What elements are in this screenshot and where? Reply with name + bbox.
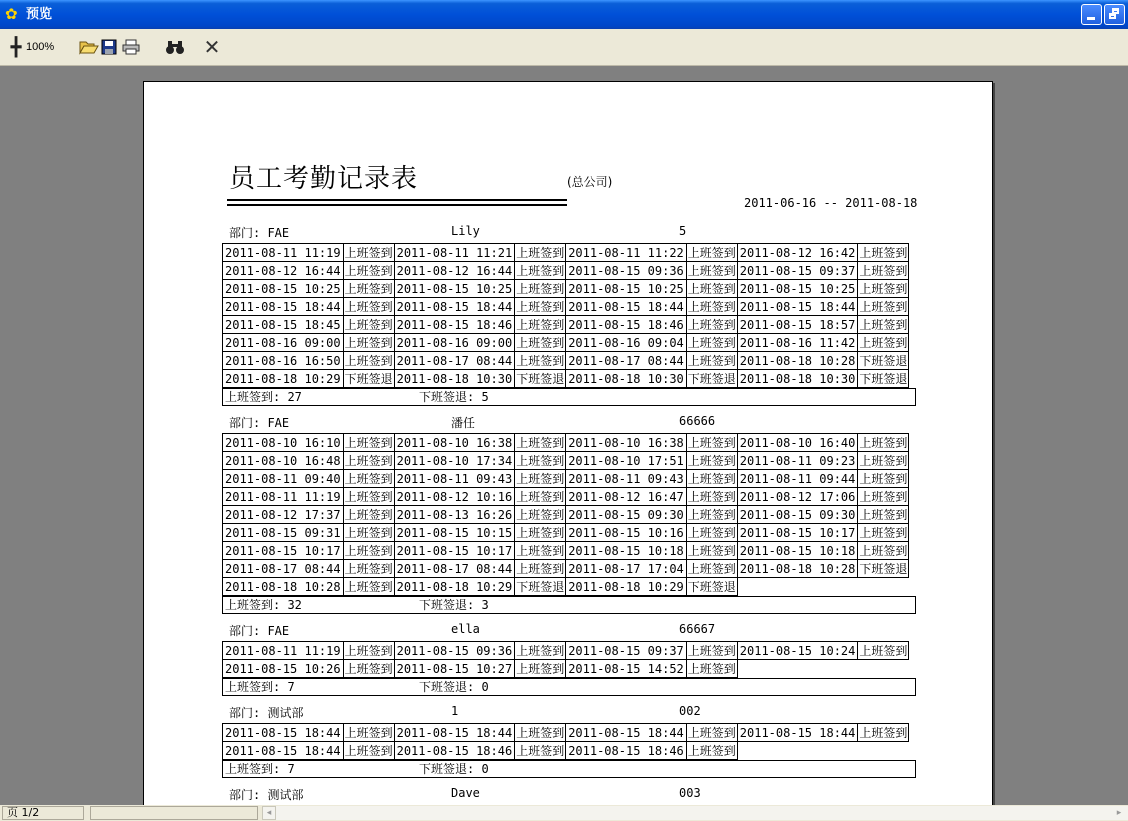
date-range: 2011-06-16 -- 2011-08-18 <box>744 196 918 210</box>
record-type: 上班签到 <box>687 281 736 296</box>
record-time: 2011-08-18 10:29 <box>223 370 344 388</box>
record-type: 上班签到 <box>516 543 565 558</box>
record-time: 2011-08-12 17:37 <box>223 506 344 524</box>
record-type: 上班签到 <box>516 281 565 296</box>
summary-checkout-count: 下班签退: 0 <box>419 762 489 776</box>
record-time: 2011-08-15 09:31 <box>223 524 344 542</box>
record-time: 2011-08-15 18:46 <box>566 316 687 334</box>
record-time: 2011-08-10 16:40 <box>737 434 858 452</box>
record-type: 上班签到 <box>344 281 393 296</box>
record-type: 上班签到 <box>516 299 565 314</box>
printer-icon[interactable] <box>121 37 141 57</box>
dept-label: 部门: 测试部 <box>229 706 304 720</box>
dept-label: 部门: 测试部 <box>229 788 304 802</box>
record-time: 2011-08-11 11:19 <box>223 244 344 262</box>
record-time: 2011-08-18 10:30 <box>394 370 515 388</box>
record-time: 2011-08-18 10:28 <box>223 578 344 596</box>
employee-name: Lily <box>451 224 480 238</box>
record-type: 上班签到 <box>344 579 393 594</box>
record-type: 上班签到 <box>687 263 736 278</box>
record-type: 上班签到 <box>516 435 565 450</box>
status-cell <box>90 806 258 820</box>
record-time: 2011-08-12 10:16 <box>394 488 515 506</box>
record-time: 2011-08-10 16:48 <box>223 452 344 470</box>
record-time: 2011-08-11 11:19 <box>223 642 344 660</box>
record-time: 2011-08-17 08:44 <box>394 352 515 370</box>
attendance-table <box>222 641 909 678</box>
dept-label: 部门: FAE <box>229 624 290 638</box>
record-time: 2011-08-15 09:37 <box>737 262 858 280</box>
table-row <box>223 524 909 542</box>
record-time: 2011-08-12 16:47 <box>566 488 687 506</box>
record-time: 2011-08-15 10:25 <box>223 280 344 298</box>
record-time: 2011-08-15 18:44 <box>223 724 344 742</box>
record-type: 上班签到 <box>859 263 908 278</box>
record-time: 2011-08-10 16:38 <box>566 434 687 452</box>
binoculars-icon[interactable] <box>165 37 185 57</box>
table-row <box>223 298 909 316</box>
table-row <box>223 724 909 742</box>
record-time: 2011-08-11 09:43 <box>566 470 687 488</box>
record-type: 上班签到 <box>859 643 908 658</box>
record-type <box>858 660 909 678</box>
record-time: 2011-08-10 16:10 <box>223 434 344 452</box>
summary-checkin-count: 上班签到: 7 <box>225 680 295 694</box>
employee-name: ella <box>451 622 480 636</box>
table-row <box>223 262 909 280</box>
page-indicator: 页 1/2 <box>2 806 84 820</box>
record-time: 2011-08-13 16:26 <box>394 506 515 524</box>
record-type: 上班签到 <box>516 453 565 468</box>
record-time: 2011-08-15 10:17 <box>223 542 344 560</box>
title-underline <box>227 199 567 206</box>
table-row <box>223 560 909 578</box>
employee-name: 潘任 <box>451 416 476 430</box>
scroll-right-icon[interactable]: ▸ <box>1116 808 1122 818</box>
app-icon: ✿ <box>5 5 18 23</box>
record-type: 上班签到 <box>687 435 736 450</box>
save-disk-icon[interactable] <box>101 37 117 57</box>
record-type: 上班签到 <box>516 245 565 260</box>
record-time: 2011-08-15 14:52 <box>566 660 687 678</box>
record-time: 2011-08-18 10:30 <box>737 370 858 388</box>
record-time: 2011-08-15 10:17 <box>394 542 515 560</box>
record-time: 2011-08-18 10:29 <box>566 578 687 596</box>
table-row <box>223 742 909 760</box>
record-type: 上班签到 <box>516 507 565 522</box>
record-type <box>858 578 909 596</box>
record-time: 2011-08-15 18:46 <box>394 316 515 334</box>
record-type: 下班签退 <box>344 371 393 386</box>
record-time: 2011-08-15 10:16 <box>566 524 687 542</box>
summary-checkout-count: 下班签退: 5 <box>419 390 489 404</box>
table-row <box>223 452 909 470</box>
record-time: 2011-08-12 16:44 <box>394 262 515 280</box>
record-time: 2011-08-17 17:04 <box>566 560 687 578</box>
record-time: 2011-08-11 11:19 <box>223 488 344 506</box>
record-type: 上班签到 <box>516 317 565 332</box>
record-time <box>737 578 858 596</box>
record-type: 上班签到 <box>687 489 736 504</box>
record-type: 上班签到 <box>516 489 565 504</box>
record-time: 2011-08-12 16:44 <box>223 262 344 280</box>
window-title-bar[interactable] <box>0 0 1128 29</box>
record-type: 上班签到 <box>344 489 393 504</box>
record-type: 上班签到 <box>344 661 393 676</box>
record-type: 上班签到 <box>687 353 736 368</box>
record-type: 上班签到 <box>344 299 393 314</box>
record-time: 2011-08-15 10:24 <box>737 642 858 660</box>
record-time: 2011-08-18 10:30 <box>566 370 687 388</box>
section-summary <box>222 388 916 406</box>
record-type: 上班签到 <box>687 643 736 658</box>
table-row <box>223 352 909 370</box>
zoom-cross-icon[interactable]: ╋ <box>10 36 22 58</box>
record-type: 上班签到 <box>687 299 736 314</box>
record-type: 上班签到 <box>344 263 393 278</box>
record-time: 2011-08-15 10:18 <box>566 542 687 560</box>
table-row <box>223 334 909 352</box>
record-time: 2011-08-10 16:38 <box>394 434 515 452</box>
horizontal-scrollbar[interactable] <box>262 806 1128 820</box>
record-type: 下班签退 <box>859 371 908 386</box>
table-row <box>223 316 909 334</box>
open-folder-icon[interactable] <box>79 37 99 57</box>
attendance-table <box>222 723 909 760</box>
record-time: 2011-08-15 09:36 <box>566 262 687 280</box>
record-time: 2011-08-15 18:44 <box>223 742 344 760</box>
toolbar <box>0 29 1128 66</box>
record-type: 上班签到 <box>344 335 393 350</box>
record-type: 上班签到 <box>687 525 736 540</box>
record-type: 上班签到 <box>516 643 565 658</box>
record-time: 2011-08-16 11:42 <box>737 334 858 352</box>
record-time: 2011-08-11 11:22 <box>566 244 687 262</box>
record-type: 上班签到 <box>344 453 393 468</box>
record-time: 2011-08-16 09:04 <box>566 334 687 352</box>
record-type: 上班签到 <box>344 725 393 740</box>
record-time: 2011-08-17 08:44 <box>394 560 515 578</box>
record-type: 上班签到 <box>344 317 393 332</box>
record-time: 2011-08-15 18:44 <box>394 724 515 742</box>
summary-checkout-count: 下班签退: 0 <box>419 680 489 694</box>
record-type: 上班签到 <box>687 507 736 522</box>
record-type: 上班签到 <box>344 245 393 260</box>
record-type: 上班签到 <box>859 245 908 260</box>
section-summary <box>222 678 916 696</box>
record-time: 2011-08-10 17:34 <box>394 452 515 470</box>
close-x-icon[interactable]: ✕ <box>203 35 221 59</box>
record-time: 2011-08-17 08:44 <box>566 352 687 370</box>
record-time: 2011-08-15 18:45 <box>223 316 344 334</box>
record-type: 上班签到 <box>859 507 908 522</box>
record-type: 上班签到 <box>516 525 565 540</box>
zoom-level-button[interactable]: 100% <box>26 41 55 53</box>
record-time: 2011-08-15 09:30 <box>566 506 687 524</box>
record-time: 2011-08-15 18:44 <box>566 724 687 742</box>
record-type: 上班签到 <box>687 743 736 758</box>
restore-button[interactable] <box>1104 4 1125 25</box>
record-time: 2011-08-15 10:26 <box>223 660 344 678</box>
record-type: 上班签到 <box>344 525 393 540</box>
record-time: 2011-08-18 10:28 <box>737 352 858 370</box>
record-time: 2011-08-15 18:44 <box>737 724 858 742</box>
summary-checkin-count: 上班签到: 32 <box>225 598 302 612</box>
record-time: 2011-08-10 17:51 <box>566 452 687 470</box>
record-type: 上班签到 <box>516 661 565 676</box>
record-type: 上班签到 <box>687 661 736 676</box>
record-time: 2011-08-16 16:50 <box>223 352 344 370</box>
record-time: 2011-08-15 18:46 <box>394 742 515 760</box>
record-time: 2011-08-16 09:00 <box>394 334 515 352</box>
table-row <box>223 642 909 660</box>
record-time: 2011-08-15 18:44 <box>566 298 687 316</box>
record-type: 上班签到 <box>859 471 908 486</box>
record-time <box>737 660 858 678</box>
record-time: 2011-08-15 10:25 <box>566 280 687 298</box>
record-type: 上班签到 <box>344 743 393 758</box>
record-time: 2011-08-18 10:28 <box>737 560 858 578</box>
record-type: 上班签到 <box>344 507 393 522</box>
record-type: 上班签到 <box>687 335 736 350</box>
record-time: 2011-08-15 18:46 <box>566 742 687 760</box>
dept-label: 部门: FAE <box>229 416 290 430</box>
table-row <box>223 370 909 388</box>
table-row <box>223 434 909 452</box>
record-type: 下班签退 <box>859 353 908 368</box>
record-type: 下班签退 <box>516 579 565 594</box>
record-time: 2011-08-15 18:57 <box>737 316 858 334</box>
employee-id: 002 <box>679 704 701 718</box>
record-type: 上班签到 <box>859 435 908 450</box>
employee-name: Dave <box>451 786 480 800</box>
table-row <box>223 578 909 596</box>
record-time: 2011-08-15 10:25 <box>394 280 515 298</box>
record-type <box>858 742 909 760</box>
record-time: 2011-08-15 10:18 <box>737 542 858 560</box>
scroll-left-icon[interactable]: ◂ <box>262 806 276 820</box>
record-type: 上班签到 <box>687 725 736 740</box>
record-time: 2011-08-15 18:44 <box>737 298 858 316</box>
record-time: 2011-08-11 09:23 <box>737 452 858 470</box>
record-time: 2011-08-15 09:37 <box>566 642 687 660</box>
dept-label: 部门: FAE <box>229 226 290 240</box>
record-time: 2011-08-15 10:25 <box>737 280 858 298</box>
record-type: 上班签到 <box>859 489 908 504</box>
employee-name: 1 <box>451 704 459 718</box>
table-row <box>223 470 909 488</box>
record-type: 上班签到 <box>516 335 565 350</box>
record-type: 上班签到 <box>859 543 908 558</box>
record-type: 上班签到 <box>516 263 565 278</box>
table-row <box>223 660 909 678</box>
record-type: 上班签到 <box>687 561 736 576</box>
record-type: 下班签退 <box>859 561 908 576</box>
record-type: 上班签到 <box>516 725 565 740</box>
record-time: 2011-08-18 10:29 <box>394 578 515 596</box>
record-type: 上班签到 <box>859 525 908 540</box>
record-type: 上班签到 <box>859 453 908 468</box>
record-type: 下班签退 <box>516 371 565 386</box>
record-time: 2011-08-15 09:30 <box>737 506 858 524</box>
record-type: 上班签到 <box>687 471 736 486</box>
record-time: 2011-08-15 10:15 <box>394 524 515 542</box>
employee-id: 5 <box>679 224 687 238</box>
record-type: 上班签到 <box>859 299 908 314</box>
record-type: 上班签到 <box>344 543 393 558</box>
employee-id: 66667 <box>679 622 716 636</box>
report-page <box>143 81 993 821</box>
record-type: 上班签到 <box>344 435 393 450</box>
record-type: 上班签到 <box>516 471 565 486</box>
window-title: 预览 <box>26 7 53 22</box>
minimize-button[interactable] <box>1081 4 1102 25</box>
employee-id: 003 <box>679 786 701 800</box>
table-row <box>223 506 909 524</box>
record-type: 上班签到 <box>344 643 393 658</box>
summary-checkout-count: 下班签退: 3 <box>419 598 489 612</box>
summary-checkin-count: 上班签到: 7 <box>225 762 295 776</box>
record-type: 上班签到 <box>687 543 736 558</box>
record-type: 上班签到 <box>687 245 736 260</box>
record-type: 上班签到 <box>516 743 565 758</box>
record-type: 上班签到 <box>687 317 736 332</box>
table-row <box>223 488 909 506</box>
record-type: 下班签退 <box>687 579 736 594</box>
record-time: 2011-08-16 09:00 <box>223 334 344 352</box>
record-time: 2011-08-11 11:21 <box>394 244 515 262</box>
section-summary <box>222 760 916 778</box>
record-type: 上班签到 <box>859 335 908 350</box>
record-time: 2011-08-12 16:42 <box>737 244 858 262</box>
table-row <box>223 280 909 298</box>
record-time <box>737 742 858 760</box>
record-time: 2011-08-15 09:36 <box>394 642 515 660</box>
record-type: 上班签到 <box>344 561 393 576</box>
record-time: 2011-08-15 18:44 <box>223 298 344 316</box>
record-time: 2011-08-17 08:44 <box>223 560 344 578</box>
section-summary <box>222 596 916 614</box>
record-time: 2011-08-11 09:44 <box>737 470 858 488</box>
record-type: 上班签到 <box>859 725 908 740</box>
table-row <box>223 542 909 560</box>
summary-checkin-count: 上班签到: 27 <box>225 390 302 404</box>
record-type: 上班签到 <box>859 317 908 332</box>
record-time: 2011-08-15 10:27 <box>394 660 515 678</box>
company-label: (总公司) <box>567 175 613 189</box>
attendance-table <box>222 433 909 596</box>
record-type: 上班签到 <box>859 281 908 296</box>
record-time: 2011-08-11 09:43 <box>394 470 515 488</box>
attendance-table <box>222 243 909 388</box>
employee-id: 66666 <box>679 414 716 428</box>
report-title: 员工考勤记录表 <box>229 164 419 194</box>
record-type: 上班签到 <box>344 471 393 486</box>
record-time: 2011-08-15 10:17 <box>737 524 858 542</box>
record-type: 上班签到 <box>516 561 565 576</box>
record-type: 上班签到 <box>687 453 736 468</box>
record-type: 下班签退 <box>687 371 736 386</box>
record-time: 2011-08-11 09:40 <box>223 470 344 488</box>
record-type: 上班签到 <box>516 353 565 368</box>
table-row <box>223 244 909 262</box>
record-time: 2011-08-15 18:44 <box>394 298 515 316</box>
status-bar <box>0 805 1128 821</box>
record-time: 2011-08-12 17:06 <box>737 488 858 506</box>
record-type: 上班签到 <box>344 353 393 368</box>
